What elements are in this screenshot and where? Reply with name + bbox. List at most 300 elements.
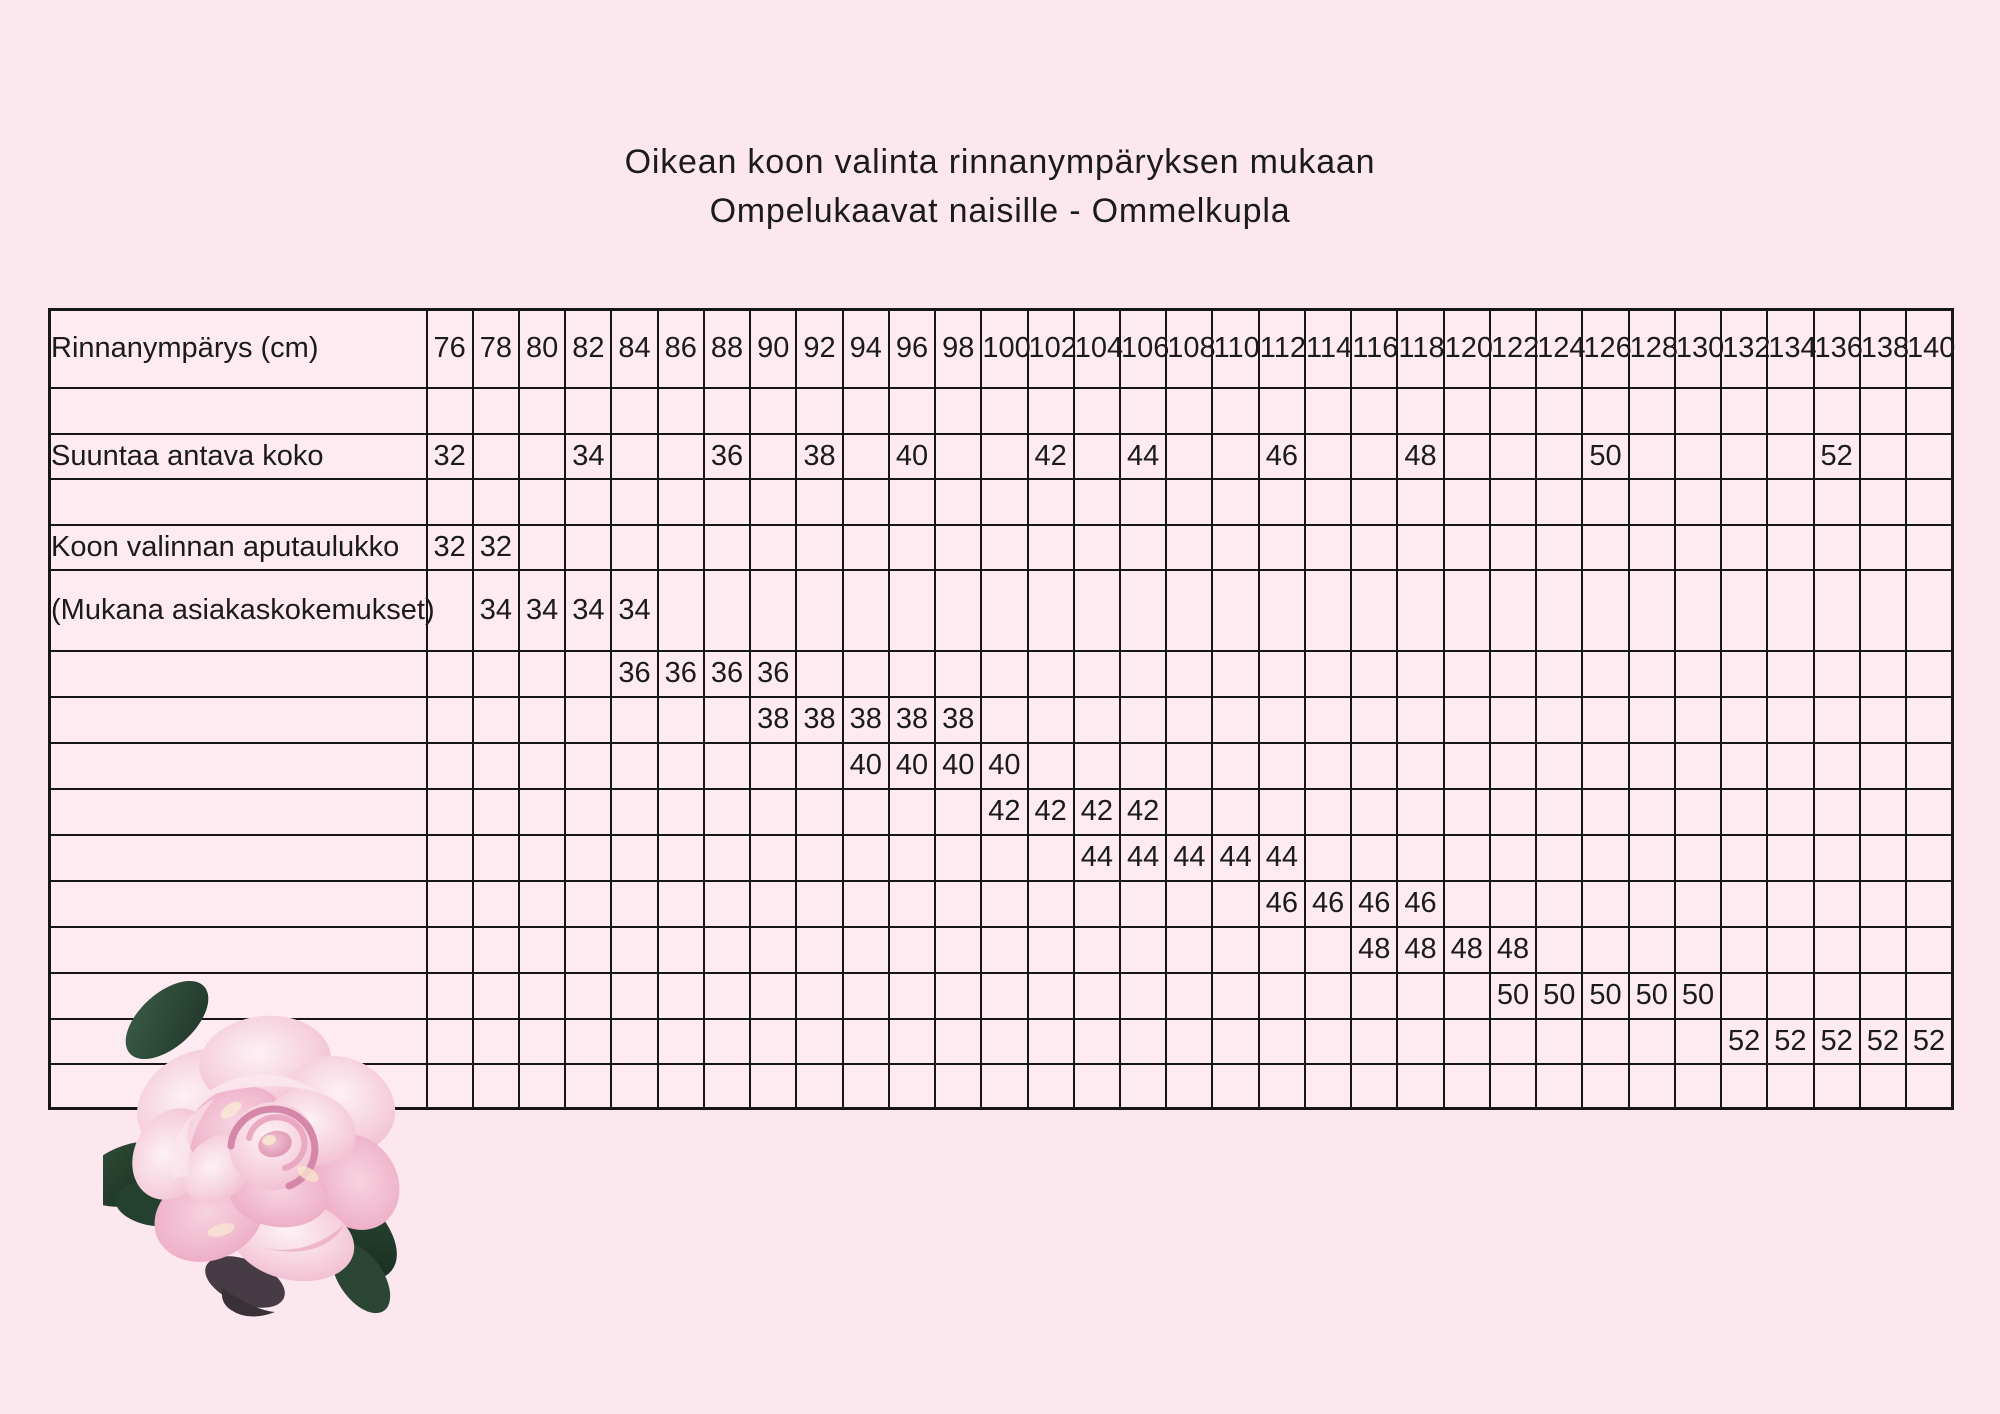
size-cell: 50 bbox=[1582, 973, 1628, 1019]
size-cell bbox=[889, 525, 935, 570]
size-cell bbox=[611, 881, 657, 927]
size-cell bbox=[473, 927, 519, 973]
size-cell bbox=[704, 743, 750, 789]
size-cell: 52 bbox=[1721, 1019, 1767, 1064]
size-cell bbox=[1166, 388, 1212, 434]
title-line-1: Oikean koon valinta rinnanympäryksen mukaan bbox=[624, 143, 1376, 181]
row-label-cell bbox=[50, 479, 427, 525]
size-cell bbox=[1351, 835, 1397, 881]
size-cell bbox=[1675, 570, 1721, 651]
row-label-cell bbox=[50, 651, 427, 697]
size-cell bbox=[935, 388, 981, 434]
size-cell bbox=[1351, 743, 1397, 789]
size-cell bbox=[1582, 479, 1628, 525]
size-cell bbox=[889, 1019, 935, 1064]
size-cell bbox=[843, 525, 889, 570]
bust-value-cell: 102 bbox=[1028, 310, 1074, 388]
bust-value-cell: 106 bbox=[1120, 310, 1166, 388]
size-cell bbox=[1536, 697, 1582, 743]
size-cell bbox=[565, 973, 611, 1019]
size-cell bbox=[1906, 927, 1953, 973]
size-cell bbox=[1120, 479, 1166, 525]
size-cell bbox=[658, 973, 704, 1019]
table-row bbox=[50, 743, 1953, 789]
size-cell bbox=[843, 927, 889, 973]
size-cell bbox=[750, 835, 796, 881]
size-cell bbox=[843, 1064, 889, 1109]
size-cell bbox=[1675, 479, 1721, 525]
size-cell bbox=[1629, 525, 1675, 570]
size-cell bbox=[1074, 881, 1120, 927]
size-cell bbox=[1212, 434, 1258, 479]
size-cell bbox=[1397, 1019, 1443, 1064]
size-cell bbox=[1028, 525, 1074, 570]
size-cell bbox=[1028, 651, 1074, 697]
size-cell bbox=[889, 1064, 935, 1109]
size-cell bbox=[1444, 388, 1490, 434]
size-cell bbox=[1582, 1019, 1628, 1064]
size-cell bbox=[1166, 1019, 1212, 1064]
size-cell bbox=[1259, 570, 1305, 651]
size-cell bbox=[1629, 789, 1675, 835]
size-cell bbox=[750, 973, 796, 1019]
size-cell bbox=[981, 697, 1027, 743]
size-cell bbox=[843, 1019, 889, 1064]
size-cell: 48 bbox=[1397, 927, 1443, 973]
size-cell bbox=[1397, 697, 1443, 743]
size-cell bbox=[1305, 434, 1351, 479]
size-cell bbox=[1166, 697, 1212, 743]
size-cell bbox=[843, 434, 889, 479]
size-cell bbox=[1721, 479, 1767, 525]
size-cell bbox=[1074, 434, 1120, 479]
size-cell bbox=[1906, 651, 1953, 697]
size-cell bbox=[519, 525, 565, 570]
size-cell bbox=[1629, 743, 1675, 789]
size-cell bbox=[565, 388, 611, 434]
bust-value-cell: 110 bbox=[1212, 310, 1258, 388]
size-cell: 52 bbox=[1767, 1019, 1813, 1064]
size-cell bbox=[1536, 835, 1582, 881]
size-cell: 50 bbox=[1629, 973, 1675, 1019]
size-cell bbox=[1814, 479, 1860, 525]
size-cell bbox=[1490, 570, 1536, 651]
size-cell: 48 bbox=[1351, 927, 1397, 973]
size-cell bbox=[1120, 651, 1166, 697]
size-cell bbox=[843, 835, 889, 881]
size-cell bbox=[1906, 1064, 1953, 1109]
size-cell: 34 bbox=[565, 570, 611, 651]
size-cell bbox=[981, 651, 1027, 697]
size-cell bbox=[519, 1064, 565, 1109]
size-cell bbox=[658, 835, 704, 881]
table-row bbox=[50, 927, 1953, 973]
size-cell bbox=[889, 881, 935, 927]
size-cell bbox=[1212, 973, 1258, 1019]
size-cell bbox=[1629, 651, 1675, 697]
size-cell bbox=[519, 1019, 565, 1064]
size-cell bbox=[1074, 927, 1120, 973]
size-cell bbox=[1721, 434, 1767, 479]
size-cell bbox=[889, 973, 935, 1019]
size-cell bbox=[704, 1019, 750, 1064]
size-cell: 38 bbox=[796, 434, 842, 479]
table-row bbox=[50, 525, 1953, 570]
size-cell bbox=[1721, 570, 1767, 651]
size-cell bbox=[1490, 697, 1536, 743]
size-cell bbox=[1767, 651, 1813, 697]
size-cell bbox=[1906, 525, 1953, 570]
size-cell bbox=[1305, 973, 1351, 1019]
size-cell bbox=[1028, 927, 1074, 973]
size-cell bbox=[658, 525, 704, 570]
size-cell bbox=[1906, 881, 1953, 927]
size-cell bbox=[473, 835, 519, 881]
size-cell: 36 bbox=[658, 651, 704, 697]
size-cell bbox=[1582, 835, 1628, 881]
size-cell bbox=[1814, 835, 1860, 881]
size-cell: 44 bbox=[1074, 835, 1120, 881]
size-cell bbox=[1490, 881, 1536, 927]
size-cell bbox=[565, 927, 611, 973]
size-cell bbox=[1351, 1064, 1397, 1109]
size-cell bbox=[935, 479, 981, 525]
size-cell bbox=[1906, 570, 1953, 651]
bust-value-cell: 82 bbox=[565, 310, 611, 388]
size-cell bbox=[704, 927, 750, 973]
size-cell bbox=[1259, 388, 1305, 434]
size-cell bbox=[843, 881, 889, 927]
size-cell bbox=[1166, 570, 1212, 651]
size-cell: 32 bbox=[427, 434, 473, 479]
size-cell bbox=[473, 434, 519, 479]
size-cell bbox=[1120, 1064, 1166, 1109]
size-cell bbox=[1860, 651, 1906, 697]
table-row bbox=[50, 881, 1953, 927]
size-cell bbox=[658, 743, 704, 789]
size-cell: 42 bbox=[1074, 789, 1120, 835]
size-cell bbox=[1860, 881, 1906, 927]
size-cell bbox=[1814, 651, 1860, 697]
size-cell bbox=[1536, 525, 1582, 570]
size-cell bbox=[519, 789, 565, 835]
size-cell: 32 bbox=[427, 525, 473, 570]
size-cell bbox=[1397, 651, 1443, 697]
size-cell bbox=[611, 697, 657, 743]
size-cell bbox=[981, 1019, 1027, 1064]
size-cell bbox=[1028, 835, 1074, 881]
size-cell bbox=[1767, 835, 1813, 881]
size-cell bbox=[427, 1019, 473, 1064]
size-cell bbox=[427, 697, 473, 743]
size-cell bbox=[1166, 1064, 1212, 1109]
size-cell bbox=[1120, 743, 1166, 789]
size-cell bbox=[611, 434, 657, 479]
size-cell: 36 bbox=[611, 651, 657, 697]
size-cell bbox=[1305, 1019, 1351, 1064]
size-cell bbox=[1166, 479, 1212, 525]
size-cell bbox=[1906, 697, 1953, 743]
size-cell bbox=[1721, 388, 1767, 434]
size-cell: 46 bbox=[1351, 881, 1397, 927]
size-cell bbox=[935, 1064, 981, 1109]
size-cell bbox=[1028, 479, 1074, 525]
size-cell bbox=[1028, 697, 1074, 743]
size-cell bbox=[1397, 388, 1443, 434]
size-cell bbox=[1767, 927, 1813, 973]
size-cell bbox=[473, 1019, 519, 1064]
size-cell bbox=[1721, 881, 1767, 927]
size-cell bbox=[1721, 789, 1767, 835]
size-cell bbox=[1259, 1064, 1305, 1109]
size-cell bbox=[1675, 388, 1721, 434]
size-cell bbox=[1582, 1064, 1628, 1109]
size-cell bbox=[1906, 835, 1953, 881]
size-cell bbox=[704, 835, 750, 881]
bust-value-cell: 132 bbox=[1721, 310, 1767, 388]
size-cell: 44 bbox=[1120, 835, 1166, 881]
size-cell bbox=[750, 388, 796, 434]
size-cell bbox=[1490, 1064, 1536, 1109]
size-cell bbox=[1259, 927, 1305, 973]
size-cell bbox=[1259, 697, 1305, 743]
size-cell bbox=[1629, 927, 1675, 973]
size-cell bbox=[473, 881, 519, 927]
bust-value-cell: 86 bbox=[658, 310, 704, 388]
size-cell bbox=[1675, 434, 1721, 479]
size-cell: 50 bbox=[1490, 973, 1536, 1019]
size-cell: 38 bbox=[843, 697, 889, 743]
size-cell bbox=[1814, 927, 1860, 973]
size-cell bbox=[935, 789, 981, 835]
size-cell bbox=[519, 697, 565, 743]
size-cell bbox=[935, 651, 981, 697]
size-cell bbox=[1351, 388, 1397, 434]
size-cell bbox=[750, 1064, 796, 1109]
size-cell bbox=[611, 388, 657, 434]
size-cell bbox=[1814, 570, 1860, 651]
size-cell: 36 bbox=[704, 651, 750, 697]
size-cell bbox=[1397, 789, 1443, 835]
table-row bbox=[50, 434, 1953, 479]
size-cell: 52 bbox=[1860, 1019, 1906, 1064]
size-cell bbox=[1074, 479, 1120, 525]
size-cell bbox=[981, 1064, 1027, 1109]
size-cell bbox=[1860, 570, 1906, 651]
size-cell bbox=[1305, 651, 1351, 697]
size-cell bbox=[1305, 835, 1351, 881]
size-cell bbox=[565, 479, 611, 525]
size-cell bbox=[1767, 479, 1813, 525]
size-cell bbox=[1444, 1064, 1490, 1109]
size-cell: 34 bbox=[473, 570, 519, 651]
size-cell bbox=[1351, 651, 1397, 697]
bust-value-cell: 116 bbox=[1351, 310, 1397, 388]
size-cell bbox=[565, 835, 611, 881]
size-cell bbox=[1536, 881, 1582, 927]
size-cell bbox=[1582, 789, 1628, 835]
size-cell bbox=[427, 927, 473, 973]
size-cell bbox=[519, 927, 565, 973]
size-cell bbox=[1444, 789, 1490, 835]
size-cell: 48 bbox=[1490, 927, 1536, 973]
size-cell bbox=[1444, 835, 1490, 881]
size-cell bbox=[1490, 743, 1536, 789]
size-cell bbox=[473, 479, 519, 525]
size-cell bbox=[1582, 743, 1628, 789]
size-cell bbox=[1675, 927, 1721, 973]
size-cell bbox=[473, 1064, 519, 1109]
size-cell: 34 bbox=[519, 570, 565, 651]
size-cell bbox=[1166, 789, 1212, 835]
size-cell: 40 bbox=[889, 743, 935, 789]
size-cell bbox=[843, 479, 889, 525]
size-cell bbox=[1536, 743, 1582, 789]
size-cell bbox=[1120, 927, 1166, 973]
size-cell bbox=[935, 525, 981, 570]
size-cell bbox=[1721, 835, 1767, 881]
size-cell bbox=[611, 835, 657, 881]
size-cell: 34 bbox=[565, 434, 611, 479]
size-cell bbox=[1212, 789, 1258, 835]
size-cell bbox=[1212, 881, 1258, 927]
size-cell: 42 bbox=[1028, 789, 1074, 835]
size-cell bbox=[1767, 789, 1813, 835]
size-cell bbox=[611, 973, 657, 1019]
row-label-cell bbox=[50, 881, 427, 927]
size-cell bbox=[565, 789, 611, 835]
size-cell bbox=[1629, 479, 1675, 525]
bust-value-cell: 134 bbox=[1767, 310, 1813, 388]
size-cell bbox=[427, 651, 473, 697]
size-cell bbox=[889, 927, 935, 973]
size-cell bbox=[1397, 973, 1443, 1019]
size-cell bbox=[1536, 434, 1582, 479]
size-cell bbox=[1351, 434, 1397, 479]
size-cell bbox=[1074, 697, 1120, 743]
size-cell bbox=[1351, 1019, 1397, 1064]
size-cell bbox=[1212, 525, 1258, 570]
size-cell bbox=[1582, 525, 1628, 570]
size-cell bbox=[1351, 789, 1397, 835]
size-cell bbox=[704, 1064, 750, 1109]
size-cell bbox=[1675, 743, 1721, 789]
bust-value-cell: 78 bbox=[473, 310, 519, 388]
size-cell bbox=[1028, 570, 1074, 651]
bust-header-row bbox=[50, 310, 1953, 388]
size-cell bbox=[1767, 743, 1813, 789]
size-cell bbox=[1675, 789, 1721, 835]
size-cell bbox=[1814, 789, 1860, 835]
bust-value-cell: 90 bbox=[750, 310, 796, 388]
size-cell: 50 bbox=[1675, 973, 1721, 1019]
size-cell bbox=[1351, 973, 1397, 1019]
size-cell bbox=[519, 388, 565, 434]
size-cell bbox=[1074, 525, 1120, 570]
size-cell bbox=[427, 835, 473, 881]
size-cell bbox=[750, 789, 796, 835]
size-cell: 52 bbox=[1814, 434, 1860, 479]
size-cell bbox=[1582, 651, 1628, 697]
size-cell bbox=[750, 881, 796, 927]
size-cell bbox=[1767, 388, 1813, 434]
size-cell bbox=[427, 388, 473, 434]
size-cell bbox=[611, 927, 657, 973]
size-cell bbox=[796, 743, 842, 789]
size-cell bbox=[1444, 973, 1490, 1019]
size-cell bbox=[1212, 651, 1258, 697]
size-cell bbox=[796, 479, 842, 525]
size-cell bbox=[473, 697, 519, 743]
size-cell bbox=[1212, 927, 1258, 973]
size-cell bbox=[1166, 434, 1212, 479]
size-cell: 36 bbox=[704, 434, 750, 479]
size-cell bbox=[1305, 388, 1351, 434]
size-cell bbox=[1120, 570, 1166, 651]
size-cell bbox=[1166, 927, 1212, 973]
size-cell bbox=[1444, 525, 1490, 570]
size-cell: 48 bbox=[1444, 927, 1490, 973]
size-cell bbox=[1629, 1019, 1675, 1064]
bust-value-cell: 80 bbox=[519, 310, 565, 388]
bust-value-cell: 138 bbox=[1860, 310, 1906, 388]
size-cell bbox=[1444, 570, 1490, 651]
size-cell bbox=[1814, 881, 1860, 927]
bust-value-cell: 88 bbox=[704, 310, 750, 388]
size-cell: 44 bbox=[1166, 835, 1212, 881]
size-cell bbox=[427, 743, 473, 789]
size-cell bbox=[658, 881, 704, 927]
size-cell: 32 bbox=[473, 525, 519, 570]
size-cell bbox=[889, 835, 935, 881]
size-cell bbox=[704, 697, 750, 743]
size-cell bbox=[473, 743, 519, 789]
bust-value-cell: 140 bbox=[1906, 310, 1953, 388]
size-cell bbox=[1767, 570, 1813, 651]
size-cell bbox=[1906, 789, 1953, 835]
size-cell: 40 bbox=[935, 743, 981, 789]
size-cell bbox=[1397, 1064, 1443, 1109]
size-cell bbox=[1860, 927, 1906, 973]
bust-value-cell: 84 bbox=[611, 310, 657, 388]
size-cell bbox=[935, 881, 981, 927]
size-cell bbox=[1397, 835, 1443, 881]
size-cell bbox=[1444, 1019, 1490, 1064]
size-cell bbox=[519, 835, 565, 881]
size-cell bbox=[1860, 973, 1906, 1019]
size-cell bbox=[1444, 697, 1490, 743]
row-label-cell bbox=[50, 927, 427, 973]
size-cell bbox=[1397, 479, 1443, 525]
size-cell bbox=[1721, 651, 1767, 697]
size-cell bbox=[935, 835, 981, 881]
size-cell bbox=[1490, 388, 1536, 434]
size-cell bbox=[1536, 789, 1582, 835]
size-cell bbox=[473, 789, 519, 835]
size-cell bbox=[1767, 1064, 1813, 1109]
size-cell bbox=[611, 525, 657, 570]
size-cell bbox=[750, 479, 796, 525]
size-cell bbox=[565, 881, 611, 927]
size-cell bbox=[1767, 881, 1813, 927]
size-cell bbox=[1860, 835, 1906, 881]
size-cell bbox=[1259, 479, 1305, 525]
size-cell bbox=[1166, 651, 1212, 697]
size-cell bbox=[704, 525, 750, 570]
size-cell bbox=[1860, 388, 1906, 434]
bust-value-cell: 114 bbox=[1305, 310, 1351, 388]
size-cell bbox=[1397, 525, 1443, 570]
